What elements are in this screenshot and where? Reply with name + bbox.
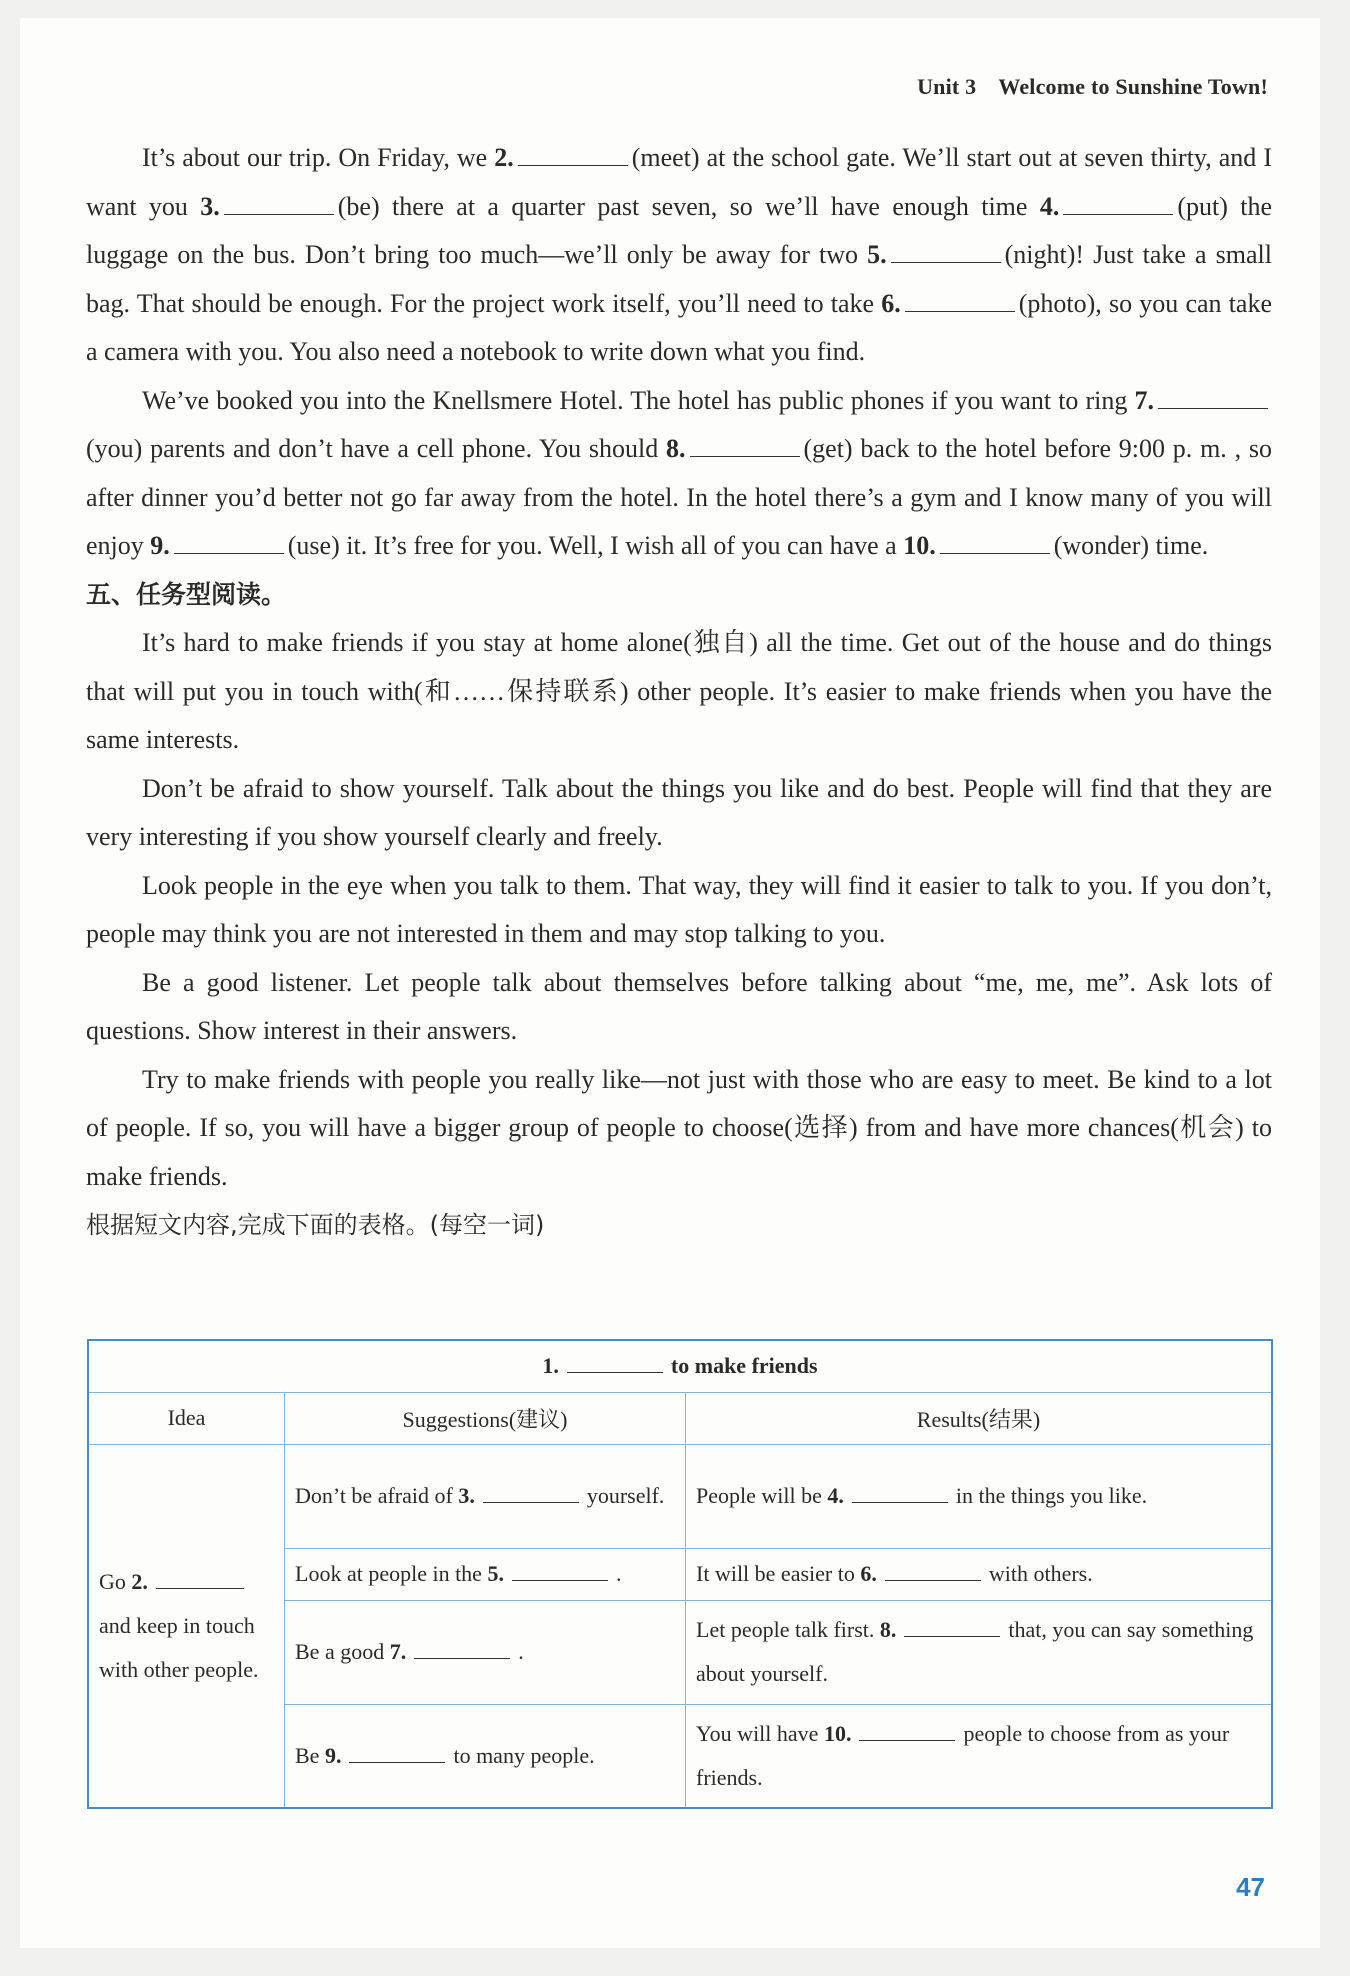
- answer-blank[interactable]: [859, 1726, 955, 1741]
- text: (wonder) time.: [1053, 531, 1209, 560]
- suggestion-cell: [285, 1444, 686, 1548]
- question-number: 8.: [879, 1617, 897, 1642]
- text: People will be: [696, 1483, 828, 1508]
- text: (put) the luggage on the bus. Don’t bring too much—we’ll only be away for two: [86, 191, 1272, 269]
- question-number: 2.: [131, 1568, 148, 1594]
- question-number: 6.: [881, 288, 901, 318]
- question-number: 5.: [487, 1561, 504, 1586]
- answer-blank[interactable]: [690, 438, 800, 457]
- page-number: 47: [1236, 1872, 1265, 1902]
- answer-blank[interactable]: [885, 1566, 981, 1581]
- text: and keep in touch with other people.: [99, 1612, 259, 1682]
- answer-blank[interactable]: [518, 147, 628, 166]
- passage2-paragraph2: Don’t be afraid to show yourself. Talk about the things you like and do best. People will find that they are very interesting if you show yourself clearly and freely.: [86, 773, 1272, 851]
- passage2-paragraph1: It’s hard to make friends if you stay at home alone(独自) all the time. Get out of the house and do things that will put you in touch with(和……保持联系) other people. It’s easier to make friends when you have the same interests.: [86, 628, 1272, 754]
- answer-blank[interactable]: [174, 535, 284, 554]
- result-cell: [686, 1548, 1273, 1600]
- question-number: 7.: [389, 1639, 407, 1664]
- text: with others.: [988, 1561, 1093, 1586]
- answer-blank[interactable]: [1063, 196, 1173, 215]
- answer-blank[interactable]: [483, 1488, 579, 1503]
- task-table: [87, 1339, 1273, 1809]
- question-number: 5.: [867, 240, 887, 269]
- question-number: 9.: [150, 531, 170, 560]
- answer-blank[interactable]: [905, 293, 1015, 312]
- title-text: to make friends: [670, 1353, 818, 1379]
- text: (meet) at the school gate. We’ll start out at seven thirty, and I want you: [86, 143, 1272, 221]
- passage1-paragraph2: [86, 377, 1272, 571]
- table-header-row: [88, 1392, 1272, 1444]
- answer-blank[interactable]: [567, 1358, 663, 1373]
- text: in the things you like.: [955, 1483, 1148, 1508]
- table-row: [88, 1444, 1272, 1548]
- text: (get) back to the hotel before 9:00 p. m. , so after dinner you’d better not go far away from the hotel. In the hotel there’s a gym and I know many of you will enjoy: [86, 434, 1272, 560]
- text: It’s about our trip. On Friday, we: [142, 143, 495, 172]
- text: people to choose from as your friends.: [696, 1720, 1230, 1790]
- idea-cell: [88, 1444, 285, 1808]
- answer-blank[interactable]: [512, 1566, 608, 1581]
- text: to many people.: [453, 1742, 595, 1768]
- answer-blank[interactable]: [940, 535, 1050, 554]
- suggestion-cell: [285, 1548, 686, 1600]
- result-cell: [686, 1704, 1273, 1808]
- question-number: 6.: [860, 1561, 877, 1586]
- table-title: [88, 1340, 1272, 1392]
- result-cell: [686, 1444, 1273, 1548]
- question-number: 8.: [666, 434, 686, 463]
- text: .: [518, 1639, 524, 1664]
- text: Don’t be afraid of: [295, 1483, 459, 1508]
- answer-blank[interactable]: [904, 1622, 1000, 1637]
- answer-blank[interactable]: [349, 1748, 445, 1763]
- text: Look at people in the: [295, 1561, 488, 1586]
- text: .: [615, 1561, 622, 1586]
- header-title: Welcome to Sunshine Town!: [998, 74, 1268, 99]
- text: (photo), so you can take a camera with you. You also need a notebook to write down what you find.: [86, 288, 1272, 366]
- text: (use) it. It’s free for you. Well, I wish all of you can have a: [287, 531, 904, 560]
- header-results: Results(结果): [686, 1392, 1273, 1444]
- content: [86, 134, 1272, 1250]
- table-instruction: 根据短文内容,完成下面的表格。(每空一词): [86, 1211, 545, 1239]
- header-unit: Unit 3: [917, 74, 977, 99]
- text: You will have: [696, 1720, 824, 1746]
- question-number: 10.: [903, 531, 936, 560]
- table-title-row: [88, 1340, 1272, 1392]
- passage2-paragraph5: Try to make friends with people you really like—not just with those who are easy to meet. Be kind to a lot of people. If so, you will have a bigger group of people to choose(选择) from and have more chances(机会) to make friends.: [86, 1064, 1272, 1191]
- question-number: 4.: [1039, 191, 1060, 221]
- text: Let people talk first.: [696, 1617, 880, 1642]
- question-number: 3.: [458, 1483, 475, 1508]
- answer-blank[interactable]: [1158, 390, 1268, 409]
- text: Be a good: [295, 1639, 390, 1664]
- text: Go: [99, 1568, 132, 1594]
- text: Be: [295, 1742, 325, 1768]
- answer-blank[interactable]: [891, 244, 1001, 263]
- question-number: 1.: [542, 1353, 559, 1379]
- suggestion-cell: [285, 1704, 686, 1808]
- page: [20, 18, 1320, 1948]
- text: (be) there at a quarter past seven, so we’ll have enough time: [337, 191, 1040, 221]
- header-suggestions: Suggestions(建议): [285, 1392, 686, 1444]
- text: that, you can say something about yourself.: [696, 1617, 1254, 1686]
- text: yourself.: [586, 1483, 665, 1508]
- running-header: [917, 74, 1268, 100]
- question-number: 10.: [823, 1720, 852, 1746]
- header-idea: Idea: [88, 1392, 285, 1444]
- question-number: 4.: [827, 1483, 844, 1508]
- result-cell: [686, 1600, 1273, 1704]
- question-number: 9.: [324, 1742, 342, 1768]
- question-number: 3.: [200, 191, 220, 221]
- answer-blank[interactable]: [852, 1488, 948, 1503]
- answer-blank[interactable]: [224, 196, 334, 215]
- text: (you) parents and don’t have a cell phone. You should: [86, 434, 666, 463]
- question-number: 2.: [494, 143, 514, 172]
- answer-blank[interactable]: [156, 1574, 244, 1589]
- question-number: 7.: [1134, 385, 1154, 415]
- text: We’ve booked you into the Knellsmere Hotel. The hotel has public phones if you want to ring: [142, 385, 1135, 415]
- text: (night)! Just take a small bag. That should be enough. For the project work itself, you’ll need to take: [86, 240, 1272, 318]
- text: It will be easier to: [696, 1561, 861, 1586]
- section-title: 五、任务型阅读。: [86, 579, 287, 609]
- answer-blank[interactable]: [414, 1644, 510, 1659]
- passage2-paragraph3: Look people in the eye when you talk to them. That way, they will find it easier to talk to you. If you don’t, people may think you are not interested in them and may stop talking to you.: [86, 870, 1272, 948]
- suggestion-cell: [285, 1600, 686, 1704]
- passage2-paragraph4: Be a good listener. Let people talk about themselves before talking about “me, me, me”. Ask lots of questions. Show interest in their answers.: [86, 967, 1272, 1045]
- passage1-paragraph1: [86, 134, 1272, 377]
